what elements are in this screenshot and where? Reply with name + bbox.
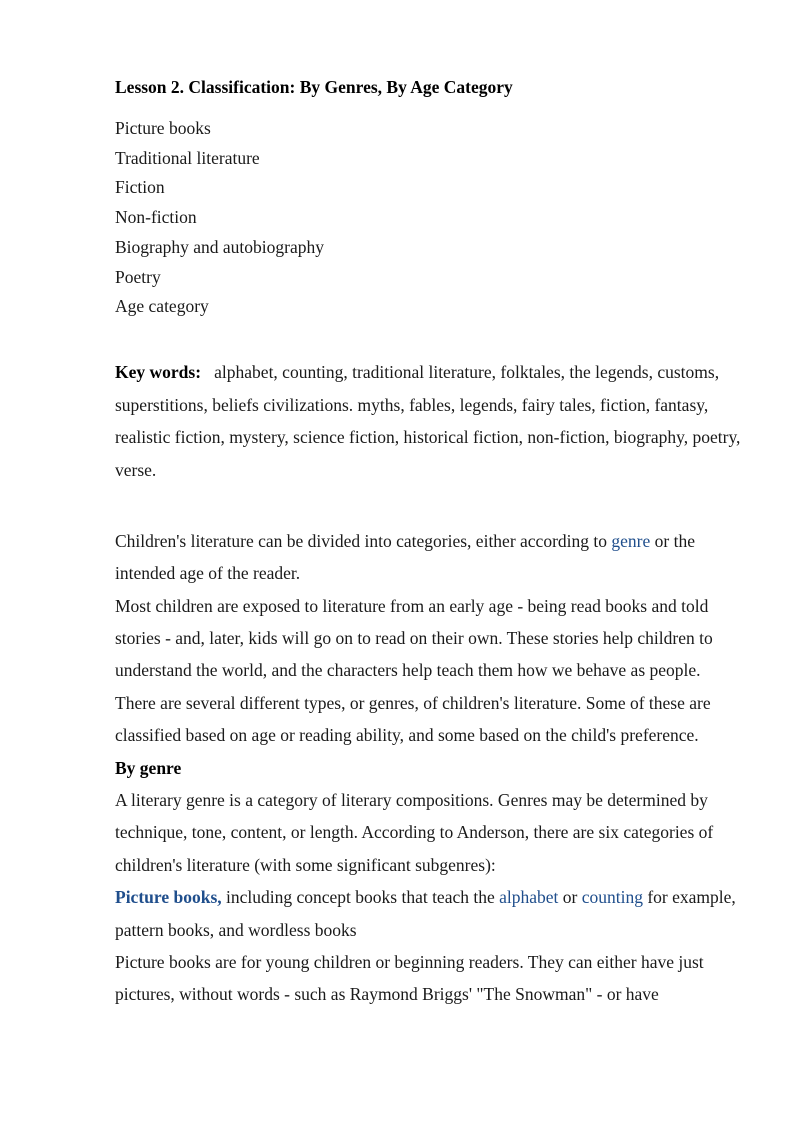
- topic-item: Non-fiction: [115, 207, 197, 228]
- picture-books-link[interactable]: Picture books,: [115, 887, 222, 908]
- intro-paragraph: [115, 525, 745, 590]
- genre-definition-paragraph: A literary genre is a category of literary compositions. Genres may be determined by technique, tone, content, or length. According to Anderson, there are six categories of children's literature (with some significant subgenres):: [115, 789, 714, 875]
- topic-item: Poetry: [115, 266, 161, 287]
- genre-link[interactable]: genre: [611, 530, 651, 551]
- topic-item: Traditional literature: [115, 147, 260, 168]
- topic-list: [115, 114, 745, 322]
- picture-books-entry: [115, 881, 745, 946]
- keywords-text: alphabet, counting, traditional literature, folktales, the legends, customs, superstitions, beliefs civilizations. myths, fables, legends, fairy tales, fiction, fantasy, realistic fiction, mystery, science fiction, historical fiction, non-fiction, biography, poetry, verse.: [115, 361, 741, 481]
- topic-item: Fiction: [115, 177, 165, 198]
- topic-item: Biography and autobiography: [115, 236, 324, 257]
- lesson-title: Lesson 2. Classification: By Genres, By Age Category: [115, 77, 513, 97]
- alphabet-link[interactable]: alphabet: [499, 887, 559, 908]
- body-content: [115, 525, 745, 1011]
- picture-books-or: or: [558, 887, 582, 908]
- topic-item: Age category: [115, 296, 209, 317]
- picture-books-text: including concept books that teach the: [221, 887, 500, 908]
- keywords-paragraph: [115, 356, 745, 487]
- picture-books-paragraph: Picture books are for young children or beginning readers. They can either have just pictures, without words - such as Raymond Briggs' "The Snowman" - or have: [115, 952, 704, 1005]
- intro-text-end: or the intended age of the reader.: [115, 530, 695, 584]
- counting-link[interactable]: counting: [581, 887, 643, 908]
- picture-books-text-end: for example, pattern books, and wordless books: [115, 887, 736, 940]
- topic-item: Picture books: [115, 118, 211, 138]
- keywords-label: Key words:: [115, 361, 202, 382]
- by-genre-heading: By genre: [115, 757, 182, 778]
- intro-text: Children's literature can be divided into categories, either according to: [115, 530, 612, 551]
- document-page: [115, 74, 745, 1011]
- exposure-paragraph: Most children are exposed to literature from an early age - being read books and told stories - and, later, kids will go on to read on their own. These stories help children to understand the world, and the characters help teach them how we behave as people. There are several different types, or genres, of children's literature. Some of these are classified based on age or reading ability, and some based on the child's preference.: [115, 595, 713, 746]
